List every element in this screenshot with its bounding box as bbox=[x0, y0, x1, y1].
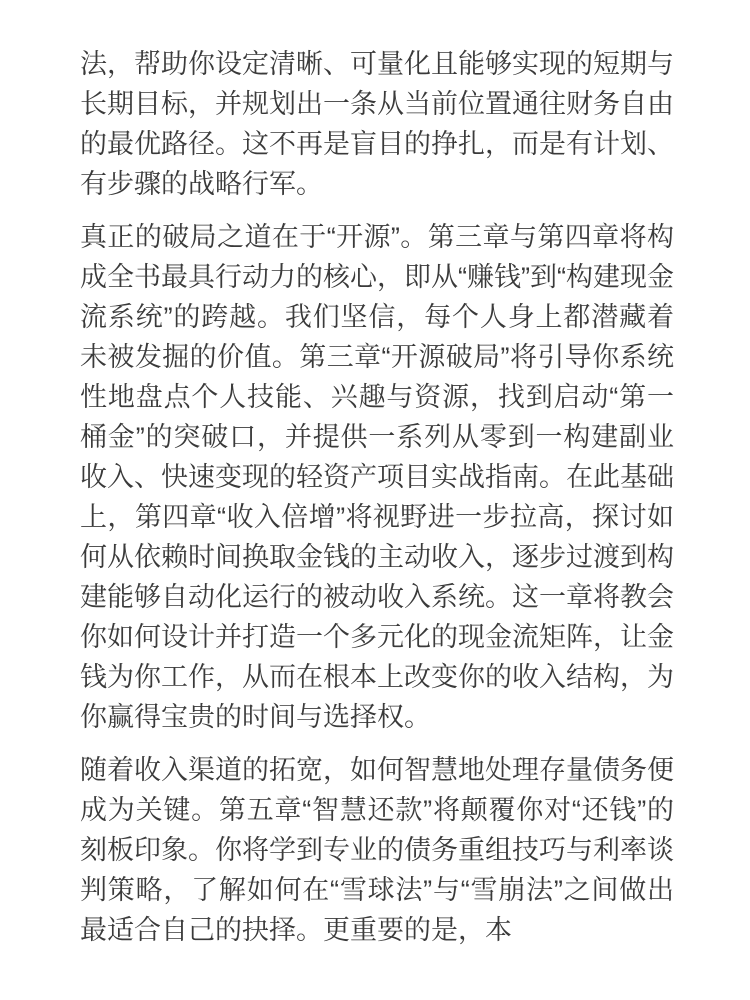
body-paragraph-3: 随着收入渠道的拓宽，如何智慧地处理存量债务便成为关键。第五章“智慧还款”将颠覆你对“还钱”的刻板印象。你将学到专业的债务重组技巧与利率谈判策略，了解如何在“雪球法”与“雪崩法”之间做出最适合自己的抉择。更重要的是，本 bbox=[80, 755, 674, 945]
body-paragraph-2: 真正的破局之道在于“开源”。第三章与第四章将构成全书最具行动力的核心，即从“赚钱”到“构建现金流系统”的跨越。我们坚信，每个人身上都潜藏着未被发掘的价值。第三章“开源破局”将引导你系统性地盘点个人技能、兴趣与资源，找到启动“第一桶金”的突破口，并提供一系列从零到一构建副业收入、快速变现的轻资产项目实战指南。在此基础上，第四章“收入倍增”将视野进一步拉高，探讨如何从依赖时间换取金钱的主动收入，逐步过渡到构建能够自动化运行的被动收入系统。这一章将教会你如何设计并打造一个多元化的现金流矩阵，让金钱为你工作，从而在根本上改变你的收入结构，为你赢得宝贵的时间与选择权。 bbox=[80, 222, 674, 732]
body-paragraph-1: 法，帮助你设定清晰、可量化且能够实现的短期与长期目标，并规划出一条从当前位置通往财务自由的最优路径。这不再是盲目的挣扎，而是有计划、有步骤的战略行军。 bbox=[80, 49, 674, 199]
